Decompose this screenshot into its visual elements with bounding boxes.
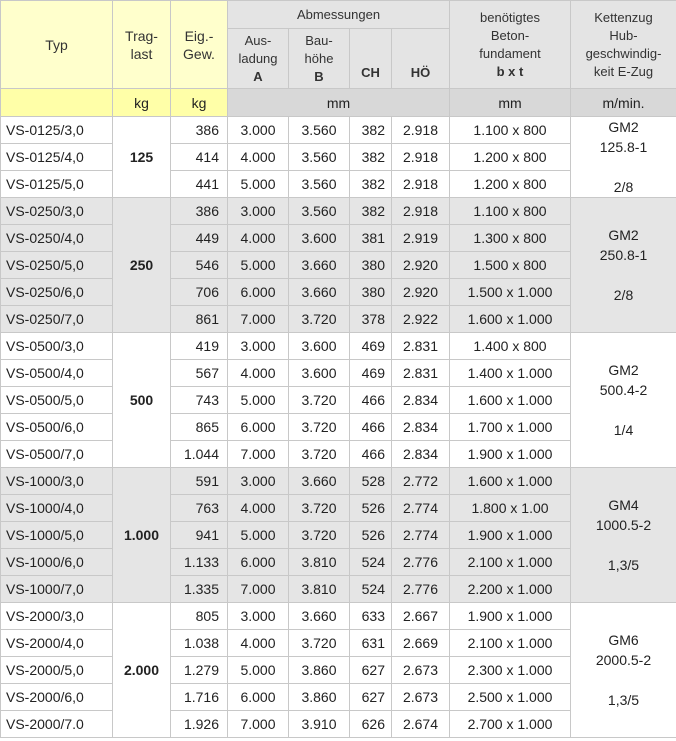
cell-eigengewicht: 414 bbox=[171, 144, 228, 171]
cell-eigengewicht: 865 bbox=[171, 414, 228, 441]
unit-typ bbox=[1, 89, 113, 117]
cell-ch: 469 bbox=[350, 360, 392, 387]
cell-hoe: 2.667 bbox=[392, 603, 450, 630]
kettenzug-line: 125.8-1 bbox=[599, 139, 648, 155]
cell-bauhoehe: 3.910 bbox=[289, 711, 350, 738]
cell-ch: 526 bbox=[350, 522, 392, 549]
cell-typ: VS-1000/3,0 bbox=[1, 468, 113, 495]
cell-typ: VS-1000/6,0 bbox=[1, 549, 113, 576]
cell-typ: VS-2000/3,0 bbox=[1, 603, 113, 630]
cell-ch: 524 bbox=[350, 576, 392, 603]
unit-traglast: kg bbox=[113, 89, 171, 117]
cell-ausladung: 6.000 bbox=[228, 414, 289, 441]
cell-hoe: 2.774 bbox=[392, 495, 450, 522]
cell-bauhoehe: 3.560 bbox=[289, 198, 350, 225]
header-typ: Typ bbox=[1, 1, 113, 89]
cell-ch: 631 bbox=[350, 630, 392, 657]
kettenzug-line: GM4 bbox=[608, 497, 639, 513]
cell-betonfundament: 2.100 x 1.000 bbox=[450, 549, 571, 576]
cell-hoe: 2.918 bbox=[392, 117, 450, 144]
cell-typ: VS-0125/5,0 bbox=[1, 171, 113, 198]
kettenzug-line bbox=[571, 265, 676, 285]
cell-ausladung: 5.000 bbox=[228, 252, 289, 279]
kettenzug-line: GM2 bbox=[608, 227, 639, 243]
cell-ausladung: 3.000 bbox=[228, 117, 289, 144]
unit-speed: m/min. bbox=[571, 89, 676, 117]
kettenzug-line: 250.8-1 bbox=[599, 247, 648, 263]
cell-betonfundament: 1.600 x 1.000 bbox=[450, 306, 571, 333]
cell-ch: 382 bbox=[350, 171, 392, 198]
cell-eigengewicht: 441 bbox=[171, 171, 228, 198]
cell-bauhoehe: 3.810 bbox=[289, 549, 350, 576]
cell-ch: 627 bbox=[350, 657, 392, 684]
cell-betonfundament: 2.300 x 1.000 bbox=[450, 657, 571, 684]
cell-hoe: 2.922 bbox=[392, 306, 450, 333]
cell-typ: VS-2000/7.0 bbox=[1, 711, 113, 738]
cell-ausladung: 7.000 bbox=[228, 576, 289, 603]
cell-hoe: 2.669 bbox=[392, 630, 450, 657]
cell-betonfundament: 2.500 x 1.000 bbox=[450, 684, 571, 711]
cell-bauhoehe: 3.560 bbox=[289, 171, 350, 198]
cell-traglast: 500 bbox=[113, 333, 171, 468]
cell-hoe: 2.776 bbox=[392, 576, 450, 603]
cell-typ: VS-0500/3,0 bbox=[1, 333, 113, 360]
cell-ch: 524 bbox=[350, 549, 392, 576]
cell-betonfundament: 1.400 x 1.000 bbox=[450, 360, 571, 387]
unit-betonfundament: mm bbox=[450, 89, 571, 117]
cell-eigengewicht: 1.716 bbox=[171, 684, 228, 711]
cell-ausladung: 3.000 bbox=[228, 333, 289, 360]
cell-ch: 378 bbox=[350, 306, 392, 333]
cell-ch: 382 bbox=[350, 117, 392, 144]
kettenzug-line: 1,3/5 bbox=[607, 692, 640, 708]
cell-hoe: 2.834 bbox=[392, 387, 450, 414]
cell-typ: VS-0500/4,0 bbox=[1, 360, 113, 387]
header-betonfundament: benötigtes Beton- fundament b x t bbox=[450, 1, 571, 89]
cell-hoe: 2.673 bbox=[392, 657, 450, 684]
cell-ch: 380 bbox=[350, 252, 392, 279]
cell-eigengewicht: 449 bbox=[171, 225, 228, 252]
cell-bauhoehe: 3.600 bbox=[289, 225, 350, 252]
cell-ausladung: 3.000 bbox=[228, 603, 289, 630]
cell-betonfundament: 1.500 x 800 bbox=[450, 252, 571, 279]
cell-ausladung: 7.000 bbox=[228, 711, 289, 738]
kettenzug-line: 2/8 bbox=[613, 287, 634, 303]
cell-betonfundament: 2.100 x 1.000 bbox=[450, 630, 571, 657]
cell-eigengewicht: 1.038 bbox=[171, 630, 228, 657]
cell-ch: 466 bbox=[350, 387, 392, 414]
cell-hoe: 2.834 bbox=[392, 414, 450, 441]
cell-typ: VS-0250/3,0 bbox=[1, 198, 113, 225]
kettenzug-line: 1/4 bbox=[613, 422, 634, 438]
cell-typ: VS-0500/5,0 bbox=[1, 387, 113, 414]
unit-eigengewicht: kg bbox=[171, 89, 228, 117]
cell-eigengewicht: 1.279 bbox=[171, 657, 228, 684]
header-traglast: Trag- last bbox=[113, 1, 171, 89]
cell-ausladung: 7.000 bbox=[228, 441, 289, 468]
cell-hoe: 2.776 bbox=[392, 549, 450, 576]
cell-hoe: 2.774 bbox=[392, 522, 450, 549]
cell-eigengewicht: 386 bbox=[171, 198, 228, 225]
cell-betonfundament: 2.700 x 1.000 bbox=[450, 711, 571, 738]
cell-bauhoehe: 3.860 bbox=[289, 684, 350, 711]
cell-bauhoehe: 3.860 bbox=[289, 657, 350, 684]
cell-hoe: 2.920 bbox=[392, 252, 450, 279]
cell-betonfundament: 1.300 x 800 bbox=[450, 225, 571, 252]
cell-betonfundament: 1.200 x 800 bbox=[450, 144, 571, 171]
cell-hoe: 2.918 bbox=[392, 144, 450, 171]
cell-typ: VS-0250/5,0 bbox=[1, 252, 113, 279]
cell-eigengewicht: 1.335 bbox=[171, 576, 228, 603]
cell-bauhoehe: 3.720 bbox=[289, 441, 350, 468]
cell-bauhoehe: 3.720 bbox=[289, 387, 350, 414]
cell-bauhoehe: 3.600 bbox=[289, 360, 350, 387]
cell-bauhoehe: 3.720 bbox=[289, 522, 350, 549]
header-kettenzug: Kettenzug Hub- geschwindig- keit E-Zug bbox=[571, 1, 676, 89]
cell-ausladung: 4.000 bbox=[228, 495, 289, 522]
cell-ausladung: 4.000 bbox=[228, 144, 289, 171]
cell-eigengewicht: 1.133 bbox=[171, 549, 228, 576]
cell-eigengewicht: 763 bbox=[171, 495, 228, 522]
cell-ausladung: 4.000 bbox=[228, 360, 289, 387]
kettenzug-line bbox=[571, 400, 676, 420]
cell-bauhoehe: 3.660 bbox=[289, 279, 350, 306]
cell-ch: 528 bbox=[350, 468, 392, 495]
kettenzug-line: GM6 bbox=[608, 632, 639, 648]
cell-hoe: 2.918 bbox=[392, 198, 450, 225]
cell-typ: VS-2000/5,0 bbox=[1, 657, 113, 684]
cell-hoe: 2.673 bbox=[392, 684, 450, 711]
cell-bauhoehe: 3.660 bbox=[289, 468, 350, 495]
cell-betonfundament: 1.700 x 1.000 bbox=[450, 414, 571, 441]
cell-kettenzug bbox=[571, 198, 676, 333]
kettenzug-line: 2/8 bbox=[613, 179, 634, 195]
kettenzug-line: 1,3/5 bbox=[607, 557, 640, 573]
cell-ausladung: 6.000 bbox=[228, 279, 289, 306]
cell-ausladung: 6.000 bbox=[228, 684, 289, 711]
kettenzug-line: 1000.5-2 bbox=[595, 517, 652, 533]
cell-eigengewicht: 546 bbox=[171, 252, 228, 279]
cell-bauhoehe: 3.560 bbox=[289, 144, 350, 171]
cell-hoe: 2.920 bbox=[392, 279, 450, 306]
cell-hoe: 2.918 bbox=[392, 171, 450, 198]
cell-bauhoehe: 3.660 bbox=[289, 603, 350, 630]
cell-hoe: 2.831 bbox=[392, 333, 450, 360]
cell-ausladung: 5.000 bbox=[228, 171, 289, 198]
unit-abmessungen: mm bbox=[228, 89, 450, 117]
cell-traglast: 1.000 bbox=[113, 468, 171, 603]
cell-ausladung: 7.000 bbox=[228, 306, 289, 333]
cell-betonfundament: 1.600 x 1.000 bbox=[450, 387, 571, 414]
cell-bauhoehe: 3.720 bbox=[289, 495, 350, 522]
kettenzug-line bbox=[571, 157, 676, 177]
cell-betonfundament: 1.500 x 1.000 bbox=[450, 279, 571, 306]
cell-bauhoehe: 3.660 bbox=[289, 252, 350, 279]
kettenzug-line bbox=[571, 535, 676, 555]
cell-betonfundament: 1.900 x 1.000 bbox=[450, 603, 571, 630]
cell-eigengewicht: 419 bbox=[171, 333, 228, 360]
cell-ch: 382 bbox=[350, 198, 392, 225]
cell-typ: VS-0500/7,0 bbox=[1, 441, 113, 468]
header-eigengewicht: Eig.- Gew. bbox=[171, 1, 228, 89]
cell-typ: VS-0250/4,0 bbox=[1, 225, 113, 252]
cell-typ: VS-0250/6,0 bbox=[1, 279, 113, 306]
header-hoe: HÖ bbox=[392, 29, 450, 89]
cell-kettenzug bbox=[571, 117, 676, 198]
cell-bauhoehe: 3.810 bbox=[289, 576, 350, 603]
cell-bauhoehe: 3.720 bbox=[289, 630, 350, 657]
cell-ch: 380 bbox=[350, 279, 392, 306]
cell-ch: 381 bbox=[350, 225, 392, 252]
cell-typ: VS-0125/4,0 bbox=[1, 144, 113, 171]
cell-bauhoehe: 3.560 bbox=[289, 117, 350, 144]
kettenzug-line: GM2 bbox=[608, 362, 639, 378]
header-abmessungen: Abmessungen bbox=[228, 1, 450, 29]
cell-eigengewicht: 1.926 bbox=[171, 711, 228, 738]
cell-betonfundament: 1.400 x 800 bbox=[450, 333, 571, 360]
cell-traglast: 250 bbox=[113, 198, 171, 333]
cell-betonfundament: 1.900 x 1.000 bbox=[450, 441, 571, 468]
cell-ausladung: 5.000 bbox=[228, 522, 289, 549]
cell-ch: 626 bbox=[350, 711, 392, 738]
cell-bauhoehe: 3.720 bbox=[289, 414, 350, 441]
cell-kettenzug bbox=[571, 603, 676, 738]
cell-ch: 627 bbox=[350, 684, 392, 711]
cell-hoe: 2.772 bbox=[392, 468, 450, 495]
cell-ausladung: 5.000 bbox=[228, 387, 289, 414]
cell-ch: 466 bbox=[350, 414, 392, 441]
cell-betonfundament: 1.900 x 1.000 bbox=[450, 522, 571, 549]
cell-typ: VS-2000/6,0 bbox=[1, 684, 113, 711]
cell-typ: VS-0125/3,0 bbox=[1, 117, 113, 144]
cell-ch: 469 bbox=[350, 333, 392, 360]
header-bauhoehe: Bau- höhe B bbox=[289, 29, 350, 89]
table-row bbox=[1, 468, 676, 495]
cell-betonfundament: 1.800 x 1.00 bbox=[450, 495, 571, 522]
cell-betonfundament: 1.600 x 1.000 bbox=[450, 468, 571, 495]
cell-hoe: 2.834 bbox=[392, 441, 450, 468]
cell-ch: 633 bbox=[350, 603, 392, 630]
cell-eigengewicht: 861 bbox=[171, 306, 228, 333]
cell-typ: VS-0500/6,0 bbox=[1, 414, 113, 441]
cell-ausladung: 6.000 bbox=[228, 549, 289, 576]
cell-traglast: 2.000 bbox=[113, 603, 171, 738]
cell-eigengewicht: 386 bbox=[171, 117, 228, 144]
cell-eigengewicht: 567 bbox=[171, 360, 228, 387]
cell-ausladung: 3.000 bbox=[228, 468, 289, 495]
cell-ausladung: 3.000 bbox=[228, 198, 289, 225]
cell-eigengewicht: 591 bbox=[171, 468, 228, 495]
cell-eigengewicht: 1.044 bbox=[171, 441, 228, 468]
cell-eigengewicht: 805 bbox=[171, 603, 228, 630]
cell-ausladung: 4.000 bbox=[228, 225, 289, 252]
cell-eigengewicht: 706 bbox=[171, 279, 228, 306]
cell-ausladung: 4.000 bbox=[228, 630, 289, 657]
cell-eigengewicht: 743 bbox=[171, 387, 228, 414]
table-row bbox=[1, 198, 676, 225]
cell-betonfundament: 1.200 x 800 bbox=[450, 171, 571, 198]
cell-betonfundament: 2.200 x 1.000 bbox=[450, 576, 571, 603]
cell-ch: 382 bbox=[350, 144, 392, 171]
table-row bbox=[1, 117, 676, 144]
header-ch: CH bbox=[350, 29, 392, 89]
cell-traglast: 125 bbox=[113, 117, 171, 198]
kettenzug-line: 500.4-2 bbox=[599, 382, 648, 398]
cell-ausladung: 5.000 bbox=[228, 657, 289, 684]
cell-bauhoehe: 3.600 bbox=[289, 333, 350, 360]
cell-ch: 526 bbox=[350, 495, 392, 522]
cell-kettenzug bbox=[571, 333, 676, 468]
cell-eigengewicht: 941 bbox=[171, 522, 228, 549]
kettenzug-line: 2000.5-2 bbox=[595, 652, 652, 668]
header-ausladung: Aus- ladung A bbox=[228, 29, 289, 89]
cell-betonfundament: 1.100 x 800 bbox=[450, 117, 571, 144]
kettenzug-line: GM2 bbox=[608, 119, 639, 135]
table-row bbox=[1, 333, 676, 360]
cell-bauhoehe: 3.720 bbox=[289, 306, 350, 333]
cell-betonfundament: 1.100 x 800 bbox=[450, 198, 571, 225]
cell-typ: VS-0250/7,0 bbox=[1, 306, 113, 333]
cell-hoe: 2.919 bbox=[392, 225, 450, 252]
kettenzug-line bbox=[571, 670, 676, 690]
cell-kettenzug bbox=[571, 468, 676, 603]
cell-typ: VS-1000/5,0 bbox=[1, 522, 113, 549]
cell-hoe: 2.831 bbox=[392, 360, 450, 387]
cell-typ: VS-2000/4,0 bbox=[1, 630, 113, 657]
cell-typ: VS-1000/7,0 bbox=[1, 576, 113, 603]
table-row bbox=[1, 603, 676, 630]
cell-hoe: 2.674 bbox=[392, 711, 450, 738]
cell-typ: VS-1000/4,0 bbox=[1, 495, 113, 522]
cell-ch: 466 bbox=[350, 441, 392, 468]
